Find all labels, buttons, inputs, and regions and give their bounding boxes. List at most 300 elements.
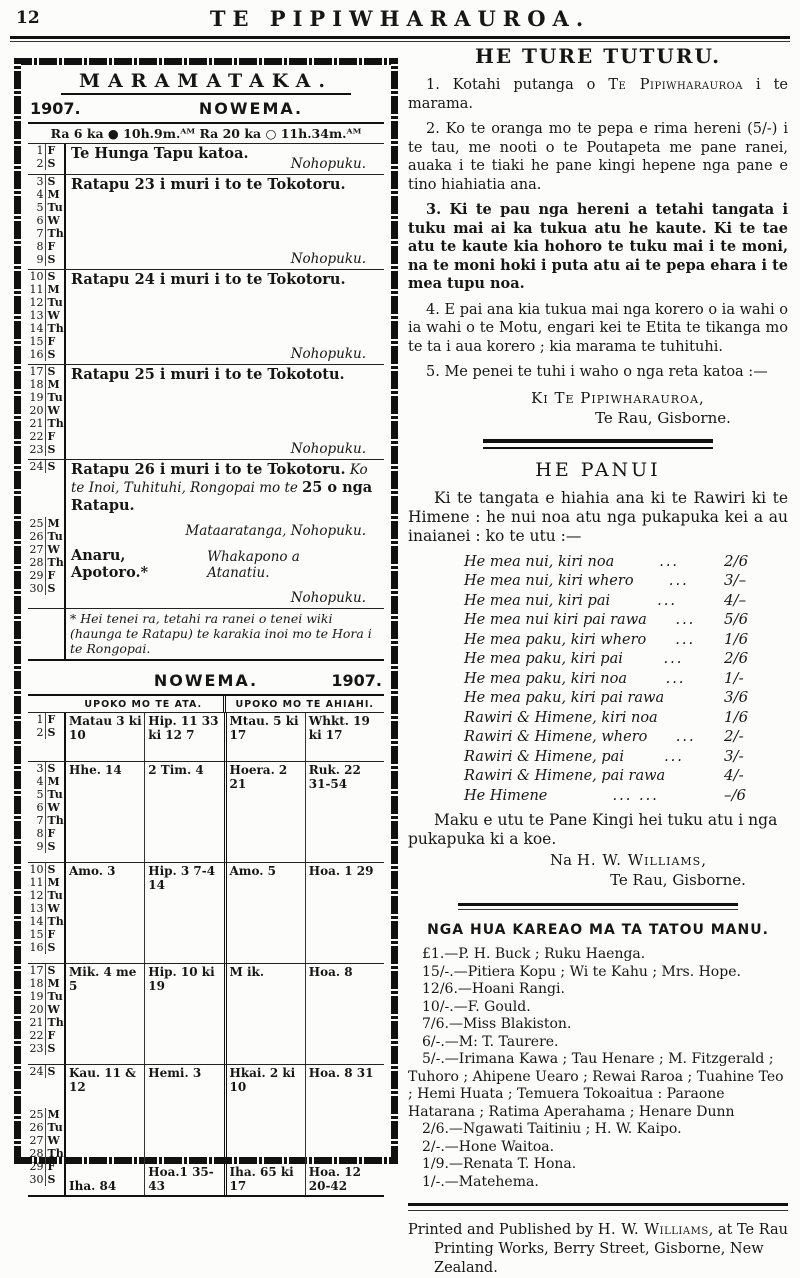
reading-reference-2: Iha. 84	[69, 1179, 117, 1193]
date-row	[28, 1134, 64, 1147]
entry-bold: Ratapu 26 i muri i to te Tokotoru.	[71, 461, 346, 478]
price-item	[464, 610, 758, 630]
weekday-letter: Tu	[45, 530, 64, 543]
reading-cell	[66, 713, 144, 761]
lectionary-column-headers	[28, 696, 384, 713]
reading-row	[66, 713, 384, 761]
weekday-letter: Th	[45, 556, 64, 569]
reading-cell	[224, 863, 305, 963]
weekday-letter: M	[45, 1108, 64, 1121]
date-row	[28, 175, 64, 188]
date-row	[28, 726, 64, 739]
weekday-letter: Th	[45, 814, 64, 827]
donor-item: 1/-.—Matehema.	[422, 1173, 539, 1190]
right-column	[408, 44, 788, 1278]
weekday-letter: Tu	[45, 201, 64, 214]
date-row	[28, 417, 64, 430]
date-number: 9	[36, 253, 44, 266]
weekday-letter: Th	[45, 1016, 64, 1029]
calendar-entry-cell	[66, 460, 384, 608]
date-number: 13	[29, 309, 44, 322]
imprint-line2: Printing Works, Berry Street, Gisborne, New Zealand.	[434, 1241, 764, 1276]
date-row	[28, 443, 64, 456]
date-row	[28, 530, 64, 543]
reading-reference: Hoa. 8 31	[308, 1066, 374, 1080]
fast-note: Mataaratanga, Nohopuku.	[185, 522, 366, 539]
date-number: 7	[36, 814, 44, 827]
date-number: 22	[29, 430, 44, 443]
donor-item: 2/-.—Hone Waitoa.	[422, 1138, 555, 1155]
date-row	[28, 188, 64, 201]
paragraph-text: Kotahi putanga o	[452, 77, 609, 93]
date-number: 1	[36, 144, 44, 157]
reading-row	[66, 964, 384, 1064]
price-item	[464, 708, 758, 728]
dot-leader: ...	[663, 651, 684, 667]
reading-cell	[144, 713, 223, 761]
ornamental-frame	[14, 58, 398, 1193]
price-label: He Himene	[464, 787, 548, 804]
calendar-year-row	[30, 99, 382, 118]
date-column	[28, 762, 66, 862]
price-label: He mea nui, kiri noa	[464, 553, 615, 570]
weekday-letter: Tu	[45, 1121, 64, 1134]
fast-note: Nohopuku.	[290, 251, 366, 267]
reading-row	[66, 762, 384, 862]
calendar-entry	[71, 461, 380, 514]
reading-cell	[66, 964, 144, 1064]
date-number: 3	[36, 762, 44, 775]
date-number: 3	[36, 175, 44, 188]
ture-heading: HE TURE TUTURU.	[474, 44, 722, 68]
donor-item: 15/-.—Pitiera Kopu ; Wi te Kahu ; Mrs. Hope.	[422, 963, 741, 980]
date-row	[28, 941, 64, 954]
date-row	[28, 876, 64, 889]
price-item	[464, 669, 758, 689]
day30-note: Whakapono a Atanatiu.	[207, 549, 300, 582]
weekday-letter: S	[45, 365, 64, 378]
entry-bold2: 25 o nga Ratapu.	[71, 479, 373, 514]
paper-name-smallcaps: Te Pipiwharauroa	[608, 77, 744, 93]
weekday-letter: S	[45, 175, 64, 188]
date-number: 23	[29, 443, 44, 456]
date-row	[28, 990, 64, 1003]
date-number: 17	[29, 365, 44, 378]
calendar-entry: Te Hunga Tapu katoa.	[71, 145, 249, 162]
weekday-letter: Tu	[45, 391, 64, 404]
date-row	[28, 1065, 64, 1078]
donor-item: 2/6.—Ngawati Taitiniu ; H. W. Kaipo.	[422, 1121, 682, 1137]
reading-reference-2: Hoa.1 35-43	[148, 1165, 214, 1193]
entry-italic: Ko te Inoi, Tuhituhi, Rongopai mo te	[71, 462, 368, 496]
price-value: 3/–	[724, 571, 747, 589]
date-number: 26	[29, 1121, 44, 1134]
lectionary-year: 1907.	[331, 671, 382, 690]
date-number: 25	[29, 1108, 44, 1121]
date-number: 21	[29, 1016, 44, 1029]
section-divider-2	[458, 903, 738, 910]
date-row	[28, 1121, 64, 1134]
date-number: 29	[29, 569, 44, 582]
dot-leader: ...	[675, 729, 696, 745]
header-rule	[10, 36, 790, 39]
price-label: He mea paku, kiri noa	[464, 670, 628, 687]
date-number: 27	[29, 1134, 44, 1147]
weekday-letter: Tu	[45, 889, 64, 902]
page-number: 12	[16, 8, 40, 28]
lectionary-week-group	[28, 761, 384, 862]
date-row	[28, 1108, 64, 1121]
price-label: He mea nui, kiri pai	[464, 592, 611, 609]
calendar-entry: Ratapu 24 i muri i to te Tokotoru.	[71, 271, 346, 288]
date-column-spacer	[28, 696, 64, 712]
dot-leader: ...	[675, 631, 696, 648]
weekday-letter: Th	[45, 322, 64, 335]
date-row	[28, 201, 64, 214]
dot-leader: ...	[668, 573, 689, 589]
weekday-letter: M	[45, 876, 64, 889]
rule-paragraph-2: 2. Ko te oranga mo te pepa e rima hereni (5/-) i te tau, me nooti o te Poutapeta me pane ranei, auaka i te tiaki he pane kingi hepene nga pane e tino hiahiatia ana.	[408, 121, 788, 193]
date-number: 2	[36, 726, 44, 739]
reading-cell	[66, 863, 144, 963]
date-row	[28, 762, 64, 775]
date-row	[28, 889, 64, 902]
fast-note: Nohopuku.	[290, 156, 366, 172]
date-number: 18	[29, 977, 44, 990]
masthead-title: TE PIPIWHARAUROA.	[209, 6, 591, 31]
weekday-letter: W	[45, 1134, 64, 1147]
date-number: 10	[29, 270, 44, 283]
date-row	[28, 1160, 64, 1173]
date-number: 19	[29, 391, 44, 404]
signature-name: H. W. Williams	[576, 851, 702, 869]
calendar-week-group	[28, 174, 384, 269]
reading-reference: Kau. 11 & 12	[69, 1066, 136, 1094]
weekday-letter: F	[45, 827, 64, 840]
date-number: 5	[36, 788, 44, 801]
date-row	[28, 335, 64, 348]
date-number: 28	[29, 1147, 44, 1160]
donor-item: 1/9.—Renata T. Hona.	[422, 1156, 577, 1172]
price-value: 2/-	[724, 727, 744, 745]
rule-paragraph-4: 4. E pai ana kia tukua mai nga korero o ia wahi o ia wahi o te Motu, engari kei te Etita te tikanga mo te ta i aua korero ; kia marama te tuhituhi.	[408, 301, 788, 355]
date-row	[28, 840, 64, 853]
price-value: 5/6	[724, 610, 749, 628]
weekday-letter: F	[45, 1160, 64, 1173]
reading-row	[66, 1065, 384, 1195]
date-column	[28, 144, 66, 174]
donor-item: 5/-.—Irimana Kawa ; Tau Henare ; M. Fitzgerald ; Tuhoro ; Ahipene Uearo ; Rewai Raroa ; Tuahine Teo ; Hemi Huata ; Temuera Tokoaitua : Paraone Hatarana ; Ratima Aperahama ; Henare Dunn	[408, 1051, 784, 1120]
lectionary-week-group	[28, 1064, 384, 1195]
price-value: 3/6	[724, 688, 749, 706]
date-number: 11	[29, 283, 44, 296]
reading-cell	[224, 762, 305, 862]
price-value: 2/6	[724, 551, 749, 570]
lectionary-week-group	[28, 862, 384, 963]
panui-intro: Ki te tangata e hiahia ana ki te Rawiri ki te Himene : he nui noa atu nga pukapuka kei a au inaianei : ko te utu :—	[408, 488, 788, 545]
date-number: 14	[29, 915, 44, 928]
date-row	[28, 157, 64, 170]
date-row	[28, 1029, 64, 1042]
price-label: He mea paku, kiri pai rawa	[464, 690, 665, 706]
date-number: 10	[29, 863, 44, 876]
reading-cell	[224, 713, 305, 761]
reading-cell	[144, 1065, 223, 1195]
day30-row	[71, 547, 380, 581]
weekday-letter: M	[45, 977, 64, 990]
date-number: 20	[29, 404, 44, 417]
date-number: 9	[36, 840, 44, 853]
weekday-letter: F	[45, 430, 64, 443]
weekday-letter: W	[45, 543, 64, 556]
date-row	[28, 227, 64, 240]
reading-cell	[144, 964, 223, 1064]
weekday-letter: F	[45, 335, 64, 348]
price-value: 1/6	[724, 629, 749, 648]
weekday-letter: S	[45, 726, 64, 739]
price-label: Rawiri & Himene, kiri noa	[464, 709, 658, 726]
weekday-letter: S	[45, 863, 64, 876]
date-row	[28, 1016, 64, 1029]
date-number: 12	[29, 296, 44, 309]
weekday-letter: W	[45, 801, 64, 814]
date-column	[28, 713, 66, 761]
price-label: He mea nui, kiri whero	[464, 573, 634, 589]
moon-phase-line: Ra 6 ka ● 10h.9m.ᴬᴹ Ra 20 ka ○ 11h.34m.ᴬᴹ	[28, 124, 384, 144]
date-number: 8	[36, 827, 44, 840]
price-value: 1/6	[724, 707, 749, 726]
weekday-letter: Th	[45, 227, 64, 240]
date-column	[28, 175, 66, 269]
reading-reference: Hkai. 2 ki 10	[229, 1066, 296, 1094]
date-number: 18	[29, 378, 44, 391]
date-row	[28, 144, 64, 157]
reading-cell	[305, 1065, 384, 1195]
calendar-week-group	[28, 144, 384, 174]
date-number: 29	[29, 1160, 44, 1173]
reading-reference: Matau 3 ki 10	[69, 714, 142, 742]
weekday-letter: Th	[45, 915, 64, 928]
reading-reference: Mtau. 5 ki 17	[229, 714, 299, 742]
lectionary-month: NOWEMA.	[153, 671, 259, 690]
reading-cell	[224, 1065, 305, 1195]
date-row	[28, 814, 64, 827]
weekday-letter: Tu	[45, 296, 64, 309]
date-row	[28, 827, 64, 840]
weekday-letter: S	[45, 348, 64, 361]
reading-cell	[66, 1065, 144, 1195]
date-row	[28, 902, 64, 915]
calendar-entry: Ratapu 23 i muri i to te Tokotoru.	[71, 176, 346, 193]
date-row	[28, 1003, 64, 1016]
price-label: He mea paku, kiri pai	[464, 651, 623, 667]
weekday-letter: M	[45, 188, 64, 201]
reading-cell	[305, 964, 384, 1064]
signature-line	[468, 851, 788, 869]
price-list	[464, 552, 758, 806]
date-column-spacer	[28, 609, 66, 659]
imprint-publisher: H. W. Williams	[597, 1222, 709, 1238]
weekday-letter: S	[45, 762, 64, 775]
paragraph-number: 1.	[426, 77, 453, 93]
date-number: 15	[29, 928, 44, 941]
price-value: 2/6	[724, 649, 749, 667]
date-row	[28, 964, 64, 977]
date-number: 8	[36, 240, 44, 253]
koha-heading: NGA HUA KAREAO MA TA TATOU MANU.	[427, 922, 769, 938]
date-number: 12	[29, 889, 44, 902]
date-row	[28, 713, 64, 726]
date-row	[28, 1173, 64, 1186]
signature-place: Te Rau, Gisborne.	[610, 871, 746, 889]
date-number: 5	[36, 201, 44, 214]
weekday-letter: S	[45, 1042, 64, 1055]
calendar-month: NOWEMA.	[198, 99, 304, 118]
calendar-year: 1907.	[30, 99, 81, 118]
price-item	[464, 747, 758, 767]
weekday-letter: F	[45, 240, 64, 253]
panui-heading: HE PANUI	[535, 458, 661, 481]
reading-cell	[66, 762, 144, 862]
date-number: 11	[29, 876, 44, 889]
reading-cell	[305, 713, 384, 761]
date-row	[28, 915, 64, 928]
date-number: 28	[29, 556, 44, 569]
date-row	[28, 240, 64, 253]
price-item	[464, 688, 758, 708]
calendar-entry-cell	[66, 144, 384, 174]
date-row	[28, 460, 64, 473]
date-row	[28, 801, 64, 814]
date-number: 1	[36, 713, 44, 726]
reading-reference: Hip. 10 ki 19	[148, 965, 215, 993]
signature-prefix: Na	[549, 851, 577, 869]
imprint-divider	[408, 1203, 788, 1211]
price-value: 4/-	[724, 766, 744, 784]
weekday-letter: S	[45, 157, 64, 170]
date-row	[28, 928, 64, 941]
calendar-title: MARAMATAKA.	[61, 70, 351, 95]
calendar-entry-cell	[66, 270, 384, 364]
date-number: 15	[29, 335, 44, 348]
column-header-evening: UPOKO MO TE AHIAHI.	[223, 696, 385, 712]
weekday-letter: W	[45, 902, 64, 915]
dot-leader: ...	[665, 670, 686, 687]
date-row	[28, 391, 64, 404]
donor-item: £1.—P. H. Buck ; Ruku Haenga.	[422, 946, 646, 962]
weekday-letter: S	[45, 964, 64, 977]
date-row	[28, 556, 64, 569]
date-row	[28, 569, 64, 582]
date-row	[28, 517, 64, 530]
dot-leader: ... ...	[612, 787, 659, 804]
date-number: 17	[29, 964, 44, 977]
date-row	[28, 977, 64, 990]
weekday-letter: S	[45, 1173, 64, 1186]
reading-reference: Hoa. 1 29	[308, 864, 374, 878]
calendar-week-group	[28, 269, 384, 364]
weekday-letter: Tu	[45, 788, 64, 801]
calendar-footnote: * Hei tenei ra, tetahi ra ranei o tenei wiki (haunga te Ratapu) te karakia inoi mo te Hora i te Rongopai.	[70, 611, 372, 656]
date-number: 4	[36, 775, 44, 788]
signature-suffix: ,	[701, 851, 707, 869]
date-row	[28, 253, 64, 266]
date-column	[28, 964, 66, 1064]
weekday-letter: S	[45, 1065, 64, 1078]
date-row	[28, 582, 64, 595]
date-number: 16	[29, 348, 44, 361]
weekday-letter: W	[45, 404, 64, 417]
imprint-text: Printed and Published by	[408, 1222, 598, 1238]
price-item	[464, 571, 758, 591]
reading-reference: Hip. 3 7-4 14	[148, 864, 216, 892]
lectionary-table	[28, 694, 384, 1197]
section-divider	[483, 439, 713, 449]
address-line-2: Te Rau, Gisborne.	[595, 408, 731, 427]
reading-reference: Hemi. 3	[148, 1066, 202, 1080]
calendar-footnote-row	[28, 608, 384, 659]
date-row	[28, 775, 64, 788]
calendar-entry-cell	[66, 175, 384, 269]
price-label: He mea paku, kiri whero	[464, 631, 647, 648]
dot-leader: ...	[657, 592, 677, 609]
date-column	[28, 365, 66, 459]
lectionary-week-group	[28, 713, 384, 761]
date-row	[28, 214, 64, 227]
date-number: 30	[29, 582, 44, 595]
reading-reference: Mik. 4 me 5	[69, 965, 137, 993]
price-item	[464, 552, 758, 572]
date-number: 26	[29, 530, 44, 543]
fast-note: Nohopuku.	[290, 589, 366, 606]
reading-cell	[144, 863, 223, 963]
date-row	[28, 863, 64, 876]
weekday-letter: S	[45, 582, 64, 595]
header-rule-thin	[10, 41, 790, 42]
date-row	[28, 270, 64, 283]
price-label: Rawiri & Himene, pai rawa	[464, 768, 666, 784]
price-label: Rawiri & Himene, whero	[464, 729, 648, 745]
date-row	[28, 378, 64, 391]
calendar-panel	[26, 68, 386, 1193]
reading-reference: Ruk. 22 31-54	[308, 763, 361, 791]
dot-leader: ...	[659, 553, 680, 570]
reading-cell	[144, 762, 223, 862]
weekday-letter: M	[45, 775, 64, 788]
reading-cell	[305, 762, 384, 862]
reading-row	[66, 863, 384, 963]
calendar-entry-cell	[66, 365, 384, 459]
closing-paragraph: Maku e utu te Pane Kingi hei tuku atu i nga pukapuka ki a koe.	[408, 811, 778, 848]
dot-leader: ...	[675, 612, 696, 628]
reading-reference-2: Iha. 65 ki 17	[229, 1165, 294, 1193]
calendar-week-group	[28, 459, 384, 608]
date-row	[28, 430, 64, 443]
weekday-letter: S	[45, 840, 64, 853]
date-row	[28, 788, 64, 801]
rule-paragraph-3: 3. Ki te pau nga hereni a tetahi tangata i tuku mai ai ka tukua atu he kaute. Ki te tae atu te kaute kia hohoro te tuku mai i te moni, na te moni hoki i puta atu ai te pepa ehara i te mea tupu noa.	[408, 201, 788, 292]
reading-cell	[305, 863, 384, 963]
lectionary-week-group	[28, 963, 384, 1064]
date-number: 21	[29, 417, 44, 430]
calendar-entry: Ratapu 25 i muri i to te Tokototu.	[71, 366, 345, 383]
ornament-border-top	[14, 58, 398, 65]
date-number: 22	[29, 1029, 44, 1042]
saint-day-entry: Anaru, Apotoro.*	[71, 547, 149, 582]
date-row	[28, 365, 64, 378]
date-number: 24	[29, 1065, 44, 1078]
date-row	[28, 296, 64, 309]
